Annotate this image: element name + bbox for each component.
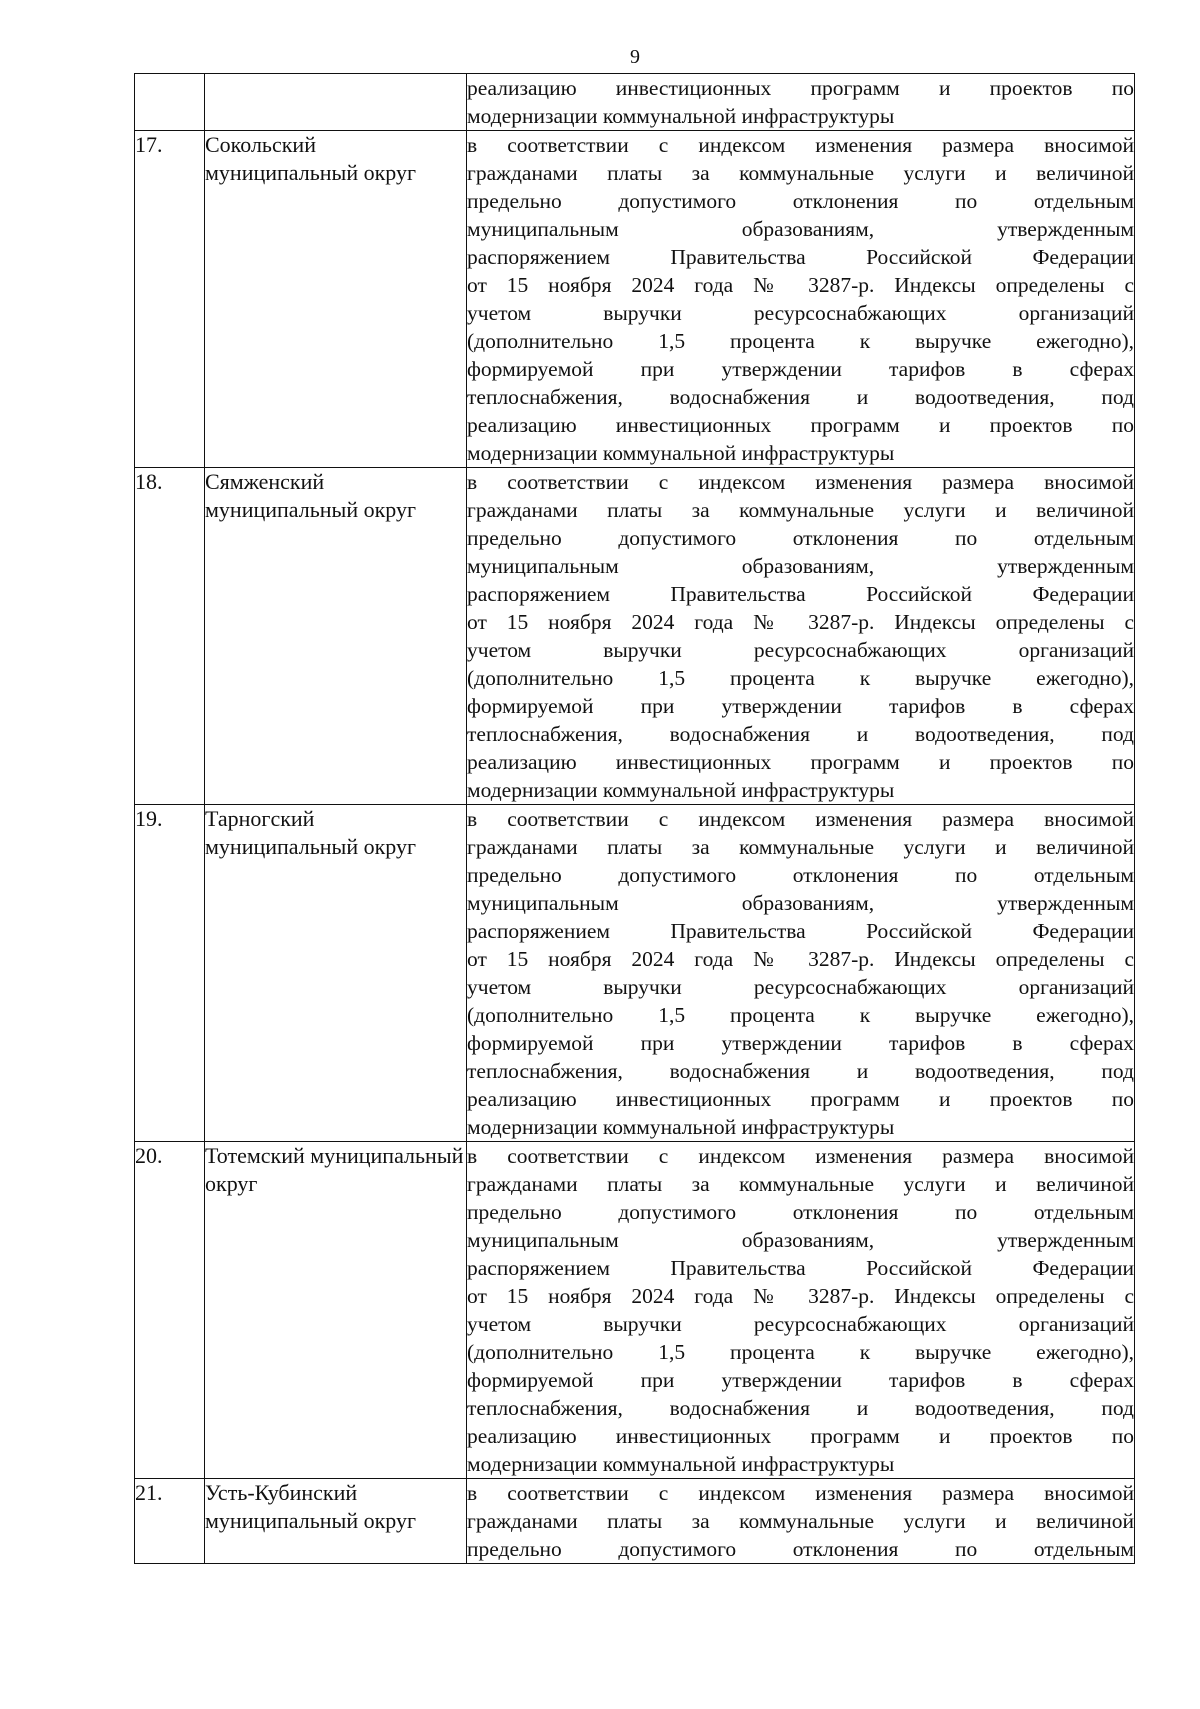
row-number: 17.: [135, 131, 205, 468]
description-line: гражданами платы за коммунальные услуги и величиной: [467, 161, 1134, 185]
description-line: в соответствии с индексом изменения размера вносимой: [467, 133, 1134, 157]
description-line: муниципальным образованиям, утвержденным: [467, 217, 1134, 241]
municipality-name: Сямженский муниципальный округ: [205, 468, 467, 805]
tariff-table: [134, 73, 1135, 1564]
description-line: модернизации коммунальной инфраструктуры: [467, 1452, 895, 1476]
description-line: от 15 ноября 2024 года № 3287-р. Индексы определены с: [467, 610, 1134, 634]
description-line: модернизации коммунальной инфраструктуры: [467, 778, 895, 802]
description-line: формируемой при утверждении тарифов в сферах: [467, 357, 1134, 381]
description-line: модернизации коммунальной инфраструктуры: [467, 1115, 895, 1139]
number-cell: [135, 74, 205, 131]
description-cell: [467, 131, 1135, 468]
description-line: реализацию инвестиционных программ и проектов по: [467, 413, 1134, 437]
description-line: модернизации коммунальной инфраструктуры: [467, 441, 895, 465]
description-line: в соответствии с индексом изменения размера вносимой: [467, 1481, 1134, 1505]
description-line: учетом выручки ресурсоснабжающих организаций: [467, 638, 1134, 662]
description-line: гражданами платы за коммунальные услуги и величиной: [467, 498, 1134, 522]
description-line: от 15 ноября 2024 года № 3287-р. Индексы определены с: [467, 947, 1134, 971]
table-body: [135, 74, 1135, 1564]
description-line: гражданами платы за коммунальные услуги и величиной: [467, 1509, 1134, 1533]
description-line: предельно допустимого отклонения по отдельным: [467, 189, 1134, 213]
description-line: (дополнительно 1,5 процента к выручке ежегодно),: [467, 666, 1134, 690]
description-line: распоряжением Правительства Российской Федерации: [467, 919, 1134, 943]
description-line: муниципальным образованиям, утвержденным: [467, 1228, 1134, 1252]
description-line: формируемой при утверждении тарифов в сферах: [467, 1368, 1134, 1392]
description-line: реализацию инвестиционных программ и проектов по: [467, 750, 1134, 774]
description-line: модернизации коммунальной инфраструктуры: [467, 104, 895, 128]
table-row: [135, 1142, 1135, 1479]
table-row: [135, 805, 1135, 1142]
description-cell: [467, 74, 1135, 131]
row-number: 20.: [135, 1142, 205, 1479]
table-row-continuation: [135, 74, 1135, 131]
row-number: 19.: [135, 805, 205, 1142]
description-line: распоряжением Правительства Российской Федерации: [467, 1256, 1134, 1280]
description-line: от 15 ноября 2024 года № 3287-р. Индексы определены с: [467, 1284, 1134, 1308]
description-line: гражданами платы за коммунальные услуги и величиной: [467, 835, 1134, 859]
description-line: муниципальным образованиям, утвержденным: [467, 554, 1134, 578]
description-cell: [467, 805, 1135, 1142]
description-cell: [467, 1142, 1135, 1479]
description-line: предельно допустимого отклонения по отдельным: [467, 863, 1134, 887]
page-number: 9: [630, 46, 640, 68]
description-line: теплоснабжения, водоснабжения и водоотведения, под: [467, 385, 1134, 409]
description-line: в соответствии с индексом изменения размера вносимой: [467, 1144, 1134, 1168]
table-row: [135, 468, 1135, 805]
description-line: предельно допустимого отклонения по отдельным: [467, 1537, 1134, 1561]
description-line: (дополнительно 1,5 процента к выручке ежегодно),: [467, 1340, 1134, 1364]
description-line: формируемой при утверждении тарифов в сферах: [467, 694, 1134, 718]
municipality-name: Тарногский муниципальный округ: [205, 805, 467, 1142]
description-line: реализацию инвестиционных программ и проектов по: [467, 1424, 1134, 1448]
description-line: муниципальным образованиям, утвержденным: [467, 891, 1134, 915]
municipality-name: Сокольский муниципальный округ: [205, 131, 467, 468]
description-line: предельно допустимого отклонения по отдельным: [467, 1200, 1134, 1224]
description-line: (дополнительно 1,5 процента к выручке ежегодно),: [467, 329, 1134, 353]
description-line: предельно допустимого отклонения по отдельным: [467, 526, 1134, 550]
description-line: учетом выручки ресурсоснабжающих организаций: [467, 1312, 1134, 1336]
description-cell: [467, 468, 1135, 805]
description-line: распоряжением Правительства Российской Федерации: [467, 245, 1134, 269]
description-line: реализацию инвестиционных программ и проектов по: [467, 76, 1134, 100]
description-line: от 15 ноября 2024 года № 3287-р. Индексы определены с: [467, 273, 1134, 297]
description-line: учетом выручки ресурсоснабжающих организаций: [467, 301, 1134, 325]
description-line: (дополнительно 1,5 процента к выручке ежегодно),: [467, 1003, 1134, 1027]
description-line: формируемой при утверждении тарифов в сферах: [467, 1031, 1134, 1055]
description-line: распоряжением Правительства Российской Федерации: [467, 582, 1134, 606]
row-number: 21.: [135, 1479, 205, 1564]
name-cell: [205, 74, 467, 131]
description-cell: [467, 1479, 1135, 1564]
description-line: реализацию инвестиционных программ и проектов по: [467, 1087, 1134, 1111]
description-line: теплоснабжения, водоснабжения и водоотведения, под: [467, 722, 1134, 746]
description-line: теплоснабжения, водоснабжения и водоотведения, под: [467, 1396, 1134, 1420]
municipality-name: Тотемский муниципальный округ: [205, 1142, 467, 1479]
description-line: в соответствии с индексом изменения размера вносимой: [467, 470, 1134, 494]
municipality-name: Усть-Кубинский муниципальный округ: [205, 1479, 467, 1564]
description-line: в соответствии с индексом изменения размера вносимой: [467, 807, 1134, 831]
row-number: 18.: [135, 468, 205, 805]
table-row: [135, 131, 1135, 468]
table-row: [135, 1479, 1135, 1564]
description-line: гражданами платы за коммунальные услуги и величиной: [467, 1172, 1134, 1196]
description-line: учетом выручки ресурсоснабжающих организаций: [467, 975, 1134, 999]
description-line: теплоснабжения, водоснабжения и водоотведения, под: [467, 1059, 1134, 1083]
